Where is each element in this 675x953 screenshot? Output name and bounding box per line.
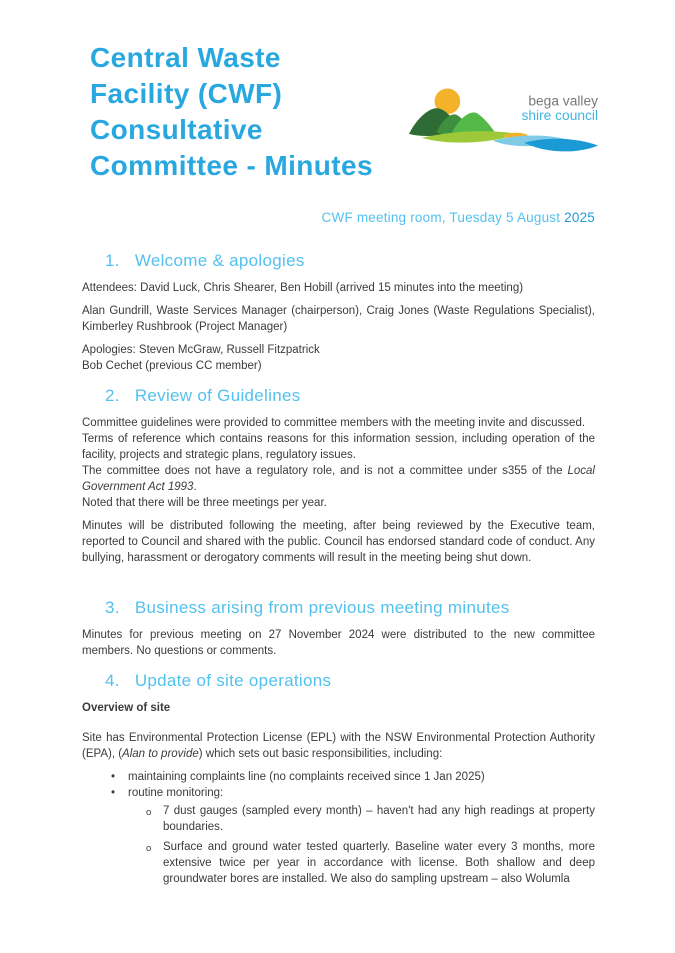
list-item-dust-gauges: o 7 dust gauges (sampled every month) – haven't had any high readings at property boundaries.: [82, 803, 595, 835]
epl-intro-text-end: ) which sets out basic responsibilities, including:: [198, 748, 443, 760]
apologies-paragraph: [82, 342, 595, 374]
staff-paragraph: Alan Gundrill, Waste Services Manager (chairperson), Craig Jones (Waste Regulations Specialist), Kimberley Rushbrook (Project Manager): [82, 305, 595, 333]
guidelines-line-3: The committee does not have a regulatory role, and is not a committee under s355 of the: [82, 465, 568, 477]
list-item-water-testing: o Surface and ground water tested quarterly. Baseline water every 3 months, more extensive twice per year in accordance with license. Both shallow and deep groundwater bores are installed. We also do sampling upstream – also Wolumla: [82, 839, 595, 887]
guidelines-line-1: Committee guidelines were provided to committee members with the meeting invite and discussed.: [82, 417, 586, 429]
section-title: Update of site operations: [134, 671, 332, 690]
epl-intro-paragraph: [82, 730, 595, 762]
section-heading-business: [105, 598, 595, 618]
section-heading-welcome: [105, 251, 595, 271]
section-title: Business arising from previous meeting minutes: [134, 598, 510, 617]
epl-responsibilities-list: [82, 769, 595, 801]
list-item-complaints-line: • maintaining complaints line (no complaints received since 1 Jan 2025): [82, 769, 595, 785]
list-item-routine-monitoring: • routine monitoring:: [82, 785, 595, 801]
apologies-line-2: Bob Cechet (previous CC member): [82, 360, 262, 372]
section-title: Welcome & apologies: [134, 251, 305, 270]
minutes-distribution-paragraph: Minutes will be distributed following the meeting, after being reviewed by the Executive team, reported to Council and shared with the public. Council has endorsed standard code of conduct. Any bullying, harassment or derogatory comments will result in the meeting being shut down.: [82, 520, 595, 564]
meeting-year-text: 2025: [564, 210, 595, 225]
title-line-4: Committee - Minutes: [90, 150, 373, 181]
meeting-info-text: CWF meeting room, Tuesday 5 August: [321, 210, 561, 225]
logo-text-line1: bega valley: [528, 93, 599, 109]
guidelines-line-3-end: .: [193, 481, 197, 493]
act-reference-italic: Local Government Act 1993: [82, 465, 595, 493]
logo-wave-blue-icon: [524, 139, 598, 152]
attendees-paragraph: Attendees: David Luck, Chris Shearer, Ben Hobill (arrived 15 minutes into the meeting): [82, 282, 524, 294]
council-logo-graphic: [408, 84, 600, 164]
title-line-1: Central Waste: [90, 42, 281, 73]
section-number: 4.: [105, 671, 120, 690]
section-number: 2.: [105, 386, 120, 405]
title-line-3: Consultative: [90, 114, 263, 145]
apologies-line-1: Apologies: Steven McGraw, Russell Fitzpatrick: [82, 344, 320, 356]
section-heading-guidelines: [105, 386, 595, 406]
document-header: [0, 0, 675, 184]
guidelines-line-2: Terms of reference which contains reasons for this information session, including operation of the facility, projects and strategic plans, regulatory issues.: [82, 433, 595, 461]
previous-minutes-paragraph: Minutes for previous meeting on 27 November 2024 were distributed to the new committee members. No questions or comments.: [82, 629, 595, 657]
routine-monitoring-sublist: [82, 803, 595, 887]
logo-text-line2: shire council: [521, 108, 599, 124]
title-line-2: Facility (CWF): [90, 78, 283, 109]
guidelines-paragraph: [82, 415, 595, 511]
bega-valley-shire-council-logo: [408, 84, 600, 164]
document-title: [90, 40, 408, 184]
section-title: Review of Guidelines: [134, 386, 301, 405]
section-heading-site-operations: [105, 671, 595, 691]
section-number: 3.: [105, 598, 120, 617]
epl-intro-text: Site has Environmental Protection License (EPL) with the NSW Environmental Protection Authority (EPA), (: [82, 732, 595, 760]
section-number: 1.: [105, 251, 120, 270]
guidelines-line-4: Noted that there will be three meetings per year.: [82, 497, 327, 509]
meeting-location-date: [0, 210, 595, 225]
overview-of-site-subheading: Overview of site: [82, 702, 171, 714]
document-body: [0, 251, 675, 887]
alan-to-provide-italic: Alan to provide: [122, 748, 199, 760]
